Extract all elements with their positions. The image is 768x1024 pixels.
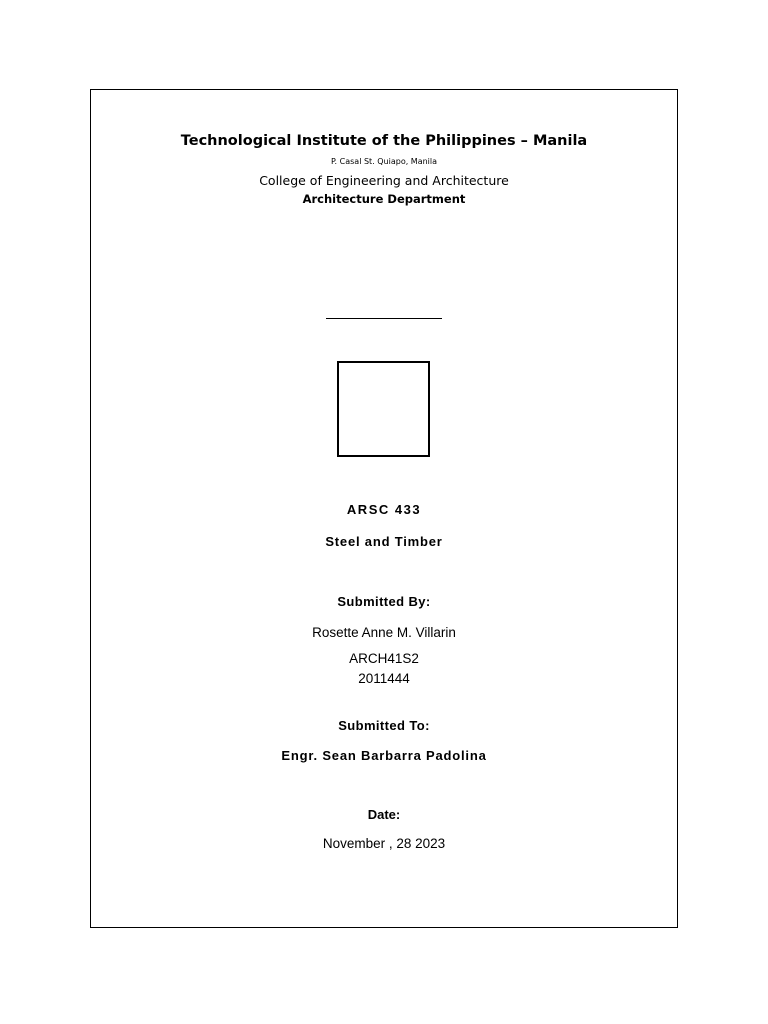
photo-placeholder-box [337,361,430,457]
student-section: ARCH41S2 [349,651,419,666]
institution-name: Technological Institute of the Philippines – Manila [180,133,588,149]
department-name: Architecture Department [302,192,466,206]
instructor-name: Engr. Sean Barbarra Padolina [281,748,487,763]
college-name: College of Engineering and Architecture [259,173,509,188]
blank-underline [326,318,442,319]
submitted-by-label: Submitted By: [337,594,431,609]
course-code: ARSC 433 [346,502,422,517]
date-label: Date: [367,807,401,822]
student-name: Rosette Anne M. Villarin [312,625,456,640]
submitted-to-label: Submitted To: [338,718,430,733]
date-value: November , 28 2023 [322,836,446,851]
course-title: Steel and Timber [325,534,443,549]
student-id: 2011444 [358,671,410,686]
institution-address: P. Casal St. Quiapo, Manila [330,157,438,166]
